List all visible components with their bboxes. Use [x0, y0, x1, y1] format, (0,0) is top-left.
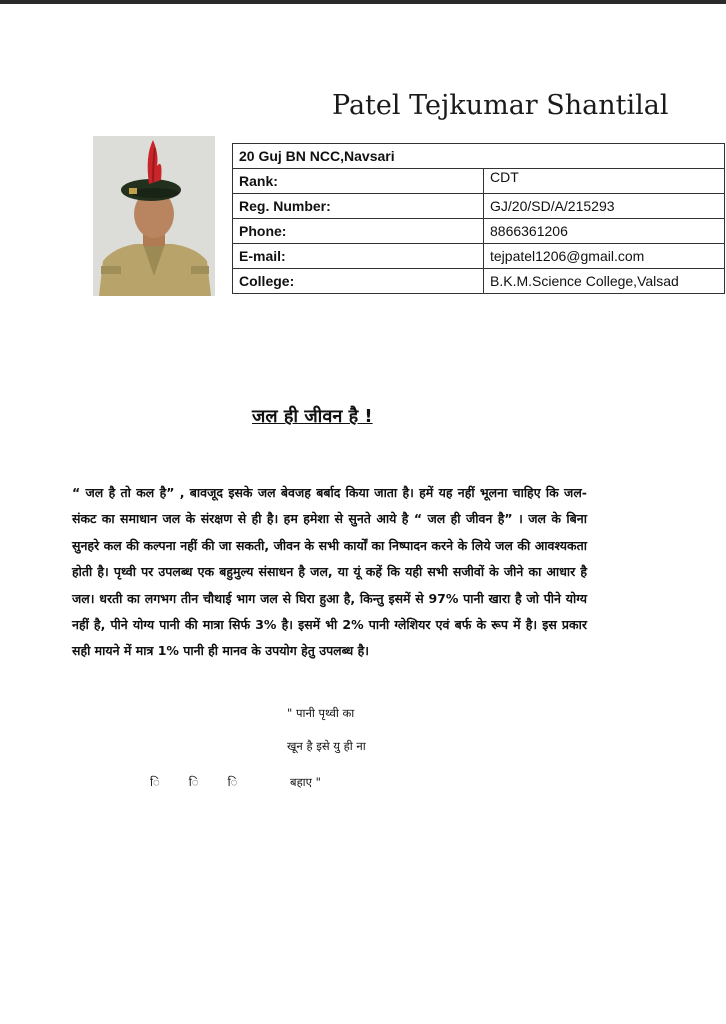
poem-line-3-end: बहाए " — [290, 775, 321, 789]
top-border — [0, 0, 726, 4]
table-row — [233, 244, 725, 269]
email-label: E-mail: — [233, 244, 484, 269]
cadet-name: Patel Tejkumar Shantilal — [332, 90, 669, 121]
table-row — [233, 219, 725, 244]
table-row — [233, 269, 725, 294]
phone-label: Phone: — [233, 219, 484, 244]
essay-body: “ जल है तो कल है” , बावजूद इसके जल बेवजह बर्बाद किया जाता है। हमें यह नहीं भूलना चाहिए कि जल-संकट का समाधान जल के संरक्षण से ही है। हम हमेशा से सुनते आये है “ जल ही जीवन है” । जल के बिना सुनहरे कल की कल्पना नहीं की जा सकती, जीवन के सभी कार्यों का निष्पादन करने के लिये जल की आवश्यकता होती है। पृथ्वी पर उपलब्ध एक बहुमुल्य संसाधन है जल, या यूं कहें कि यही सभी सजीवों के जीने का आधार है जल। धरती का लगभग तीन चौथाई भाग जल से घिरा हुआ है, किन्तु इसमें से 97% पानी खारा है जो पीने योग्य नहीं है, पीने योग्य पानी की मात्रा सिर्फ 3% है। इसमें भी 2% पानी ग्लेशियर एवं बर्फ के रूप में है। इस प्रकार सही मायने में मात्र 1% पानी ही मानव के उपयोग हेतु उपलब्ध है। — [72, 485, 587, 659]
essay-title — [252, 404, 373, 428]
essay-title-text: जल ही जीवन है ! — [252, 406, 373, 427]
cadet-photo — [93, 136, 215, 296]
unit-cell: 20 Guj BN NCC,Navsari — [233, 144, 725, 169]
email-value: tejpatel1206@gmail.com — [484, 244, 725, 269]
poem-line-2: खून है इसे यु ही ना — [287, 739, 366, 753]
college-value: B.K.M.Science College,Valsad — [484, 269, 725, 294]
rank-label: Rank: — [233, 169, 484, 194]
table-row — [233, 194, 725, 219]
table-row — [233, 169, 725, 194]
college-label: College: — [233, 269, 484, 294]
rank-value: CDT — [484, 169, 725, 194]
phone-value: 8866361206 — [484, 219, 725, 244]
poem-line-1: " पानी पृथ्वी का — [287, 706, 355, 720]
profile-table — [232, 143, 725, 294]
poem-line-3-fragment: ि ि ि — [150, 775, 264, 789]
table-row — [233, 144, 725, 169]
reg-number-value: GJ/20/SD/A/215293 — [484, 194, 725, 219]
reg-number-label: Reg. Number: — [233, 194, 484, 219]
